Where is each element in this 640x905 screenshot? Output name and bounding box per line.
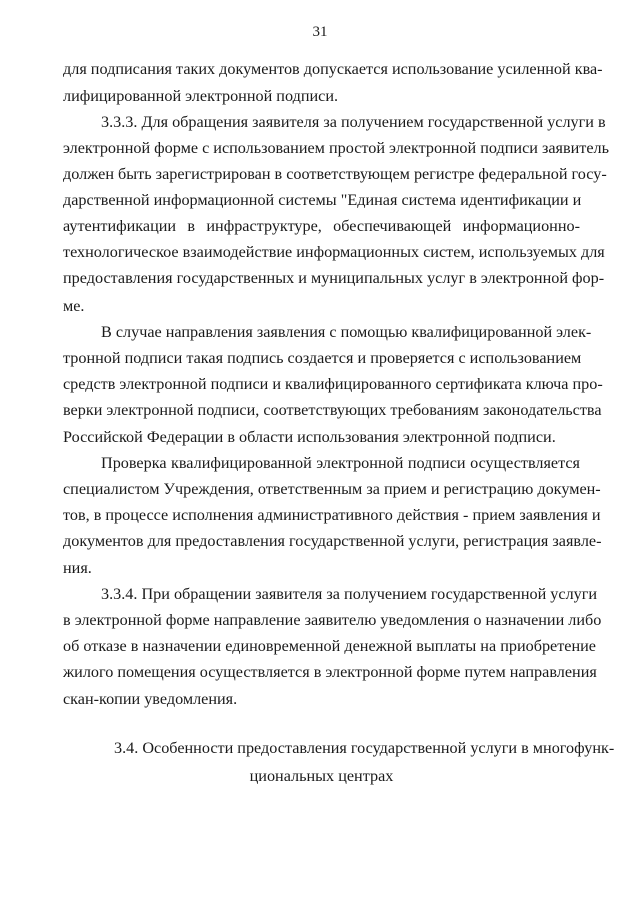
page-number: 31 <box>312 24 328 40</box>
text-line: технологическое взаимодействие информационных систем, используемых для <box>63 243 605 261</box>
text-line: средств электронной подписи и квалифицированного сертификата ключа про- <box>63 375 603 393</box>
text-line: верки электронной подписи, соответствующих требованиям законодательства <box>63 401 602 419</box>
text-line: Российской Федерации в области использования электронной подписи. <box>63 428 556 446</box>
text-line: Проверка квалифицированной электронной подписи осуществляется <box>101 454 580 472</box>
text-line: дарственной информационной системы "Единая система идентификации и <box>63 191 582 209</box>
text-line: В случае направления заявления с помощью квалифицированной элек- <box>101 323 592 341</box>
text-line: документов для предоставления государственной услуги, регистрация заявле- <box>63 532 602 550</box>
text-line: лифицированной электронной подписи. <box>63 87 339 105</box>
text-line: 3.3.4. При обращении заявителя за получением государственной услуги <box>101 585 598 603</box>
text-line: 3.3.3. Для обращения заявителя за получением государственной услуги в <box>101 113 606 131</box>
text-line: для подписания таких документов допускается использование усиленной ква- <box>63 60 603 78</box>
text-line: ме. <box>63 297 85 315</box>
text-line: должен быть зарегистрирован в соответствующем регистре федеральной госу- <box>63 165 607 183</box>
section-heading: 3.4. Особенности предоставления государственной услуги в многофунк- <box>114 739 615 757</box>
text-line: об отказе в назначении единовременной денежной выплаты на приобретение <box>63 637 596 655</box>
text-line: аутентификации в инфраструктуре, обеспечивающей информационно- <box>63 217 580 235</box>
text-line: жилого помещения осуществляется в электронной форме путем направления <box>63 663 597 681</box>
text-line: ния. <box>63 559 92 577</box>
text-line: специалистом Учреждения, ответственным за прием и регистрацию докумен- <box>63 480 601 498</box>
text-line: тронной подписи такая подпись создается и проверяется с использованием <box>63 349 582 367</box>
text-line: в электронной форме направление заявителю уведомления о назначении либо <box>63 611 602 629</box>
section-heading-continuation: циональных центрах <box>249 767 394 785</box>
text-line: скан-копии уведомления. <box>63 690 238 708</box>
text-line: предоставления государственных и муниципальных услуг в электронной фор- <box>63 269 605 287</box>
text-line: тов, в процессе исполнения административного действия - прием заявления и <box>63 506 601 524</box>
text-line: электронной форме с использованием простой электронной подписи заявитель <box>63 139 610 157</box>
